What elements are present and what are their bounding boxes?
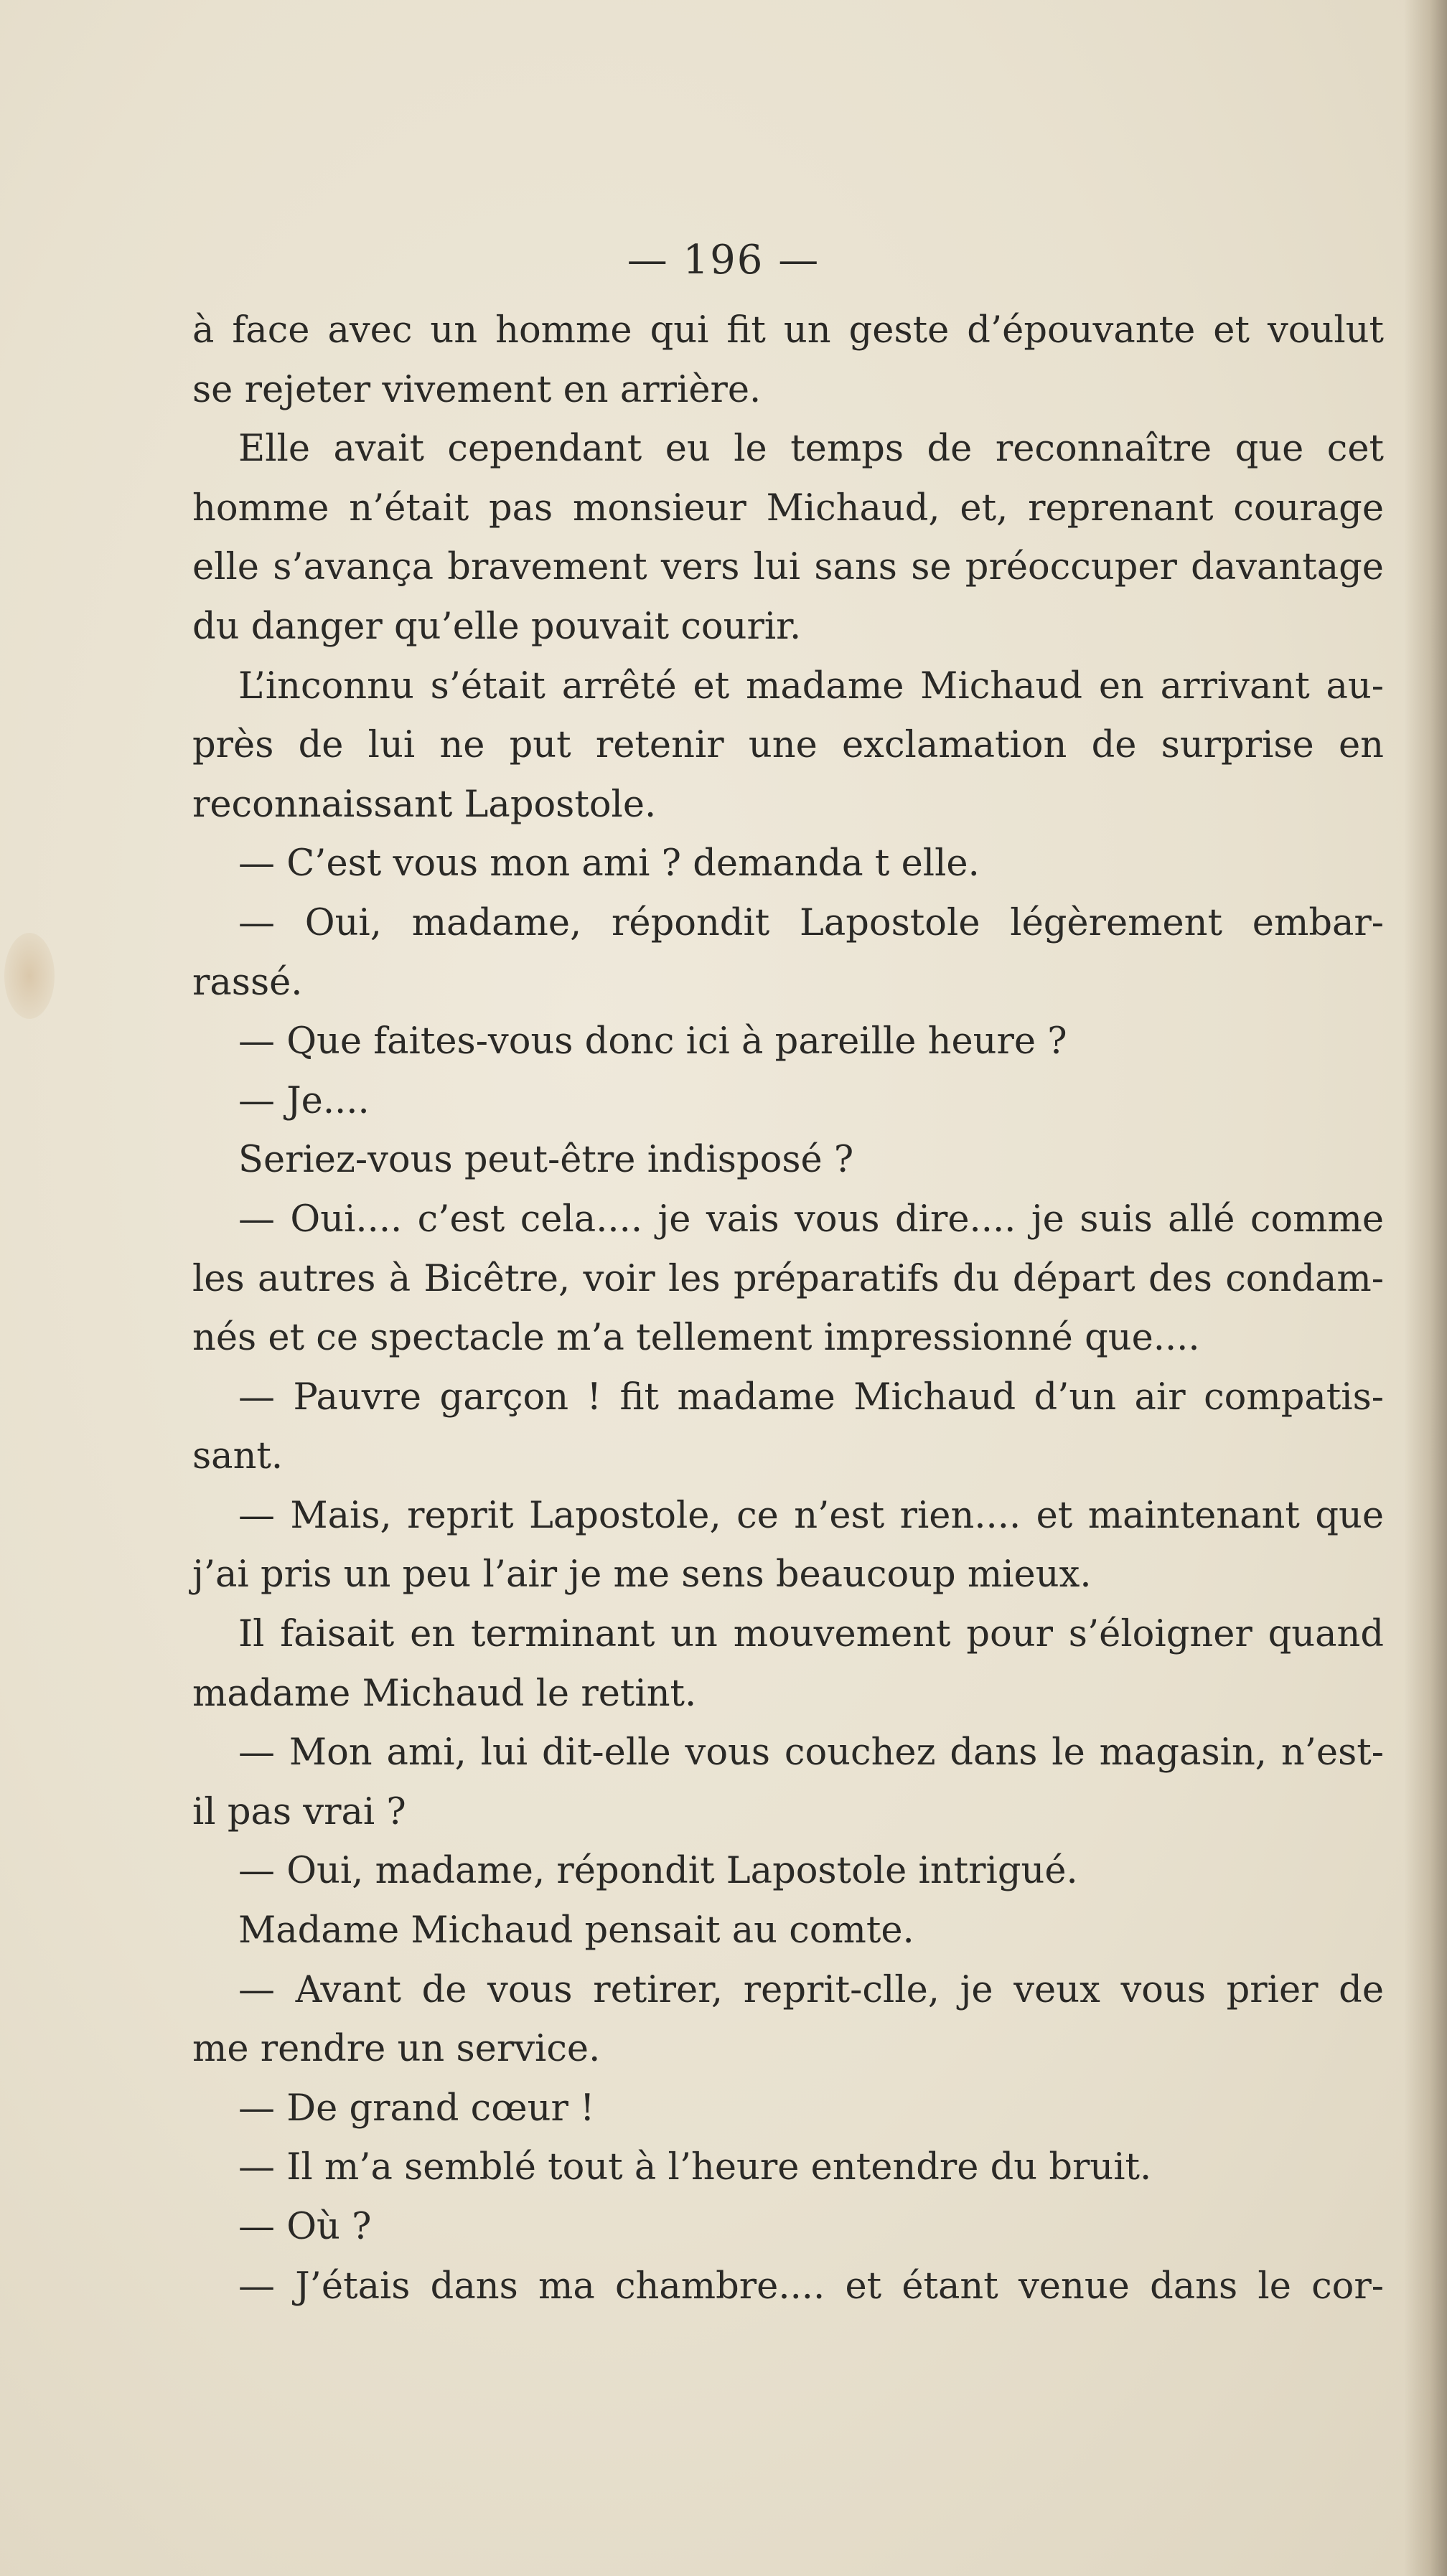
- text-line: — Oui.... c’est cela.... je vais vous dire.... je suis allé comme: [238, 1198, 1384, 1241]
- text-line: près de lui ne put retenir une exclamation de surprise en: [192, 724, 1384, 767]
- page-gutter-shadow: [1404, 0, 1447, 2576]
- text-line: — Oui, madame, répondit Lapostole légèrement embar-: [238, 901, 1384, 944]
- text-line: homme n’était pas monsieur Michaud, et, reprenant courage: [192, 486, 1384, 530]
- text-line: elle s’avança bravement vers lui sans se préoccuper davantage: [192, 546, 1384, 589]
- body-text: [192, 301, 1384, 2316]
- text-line: — C’est vous mon ami ? demanda t elle.: [238, 842, 980, 885]
- text-line: rassé.: [192, 961, 303, 1004]
- text-line: j’ai pris un peu l’air je me sens beaucoup mieux.: [192, 1553, 1092, 1597]
- text-line: reconnaissant Lapostole.: [192, 783, 657, 826]
- text-line: — Avant de vous retirer, reprit-clle, je veux vous prier de: [238, 1968, 1384, 2011]
- text-line: madame Michaud le retint.: [192, 1672, 697, 1715]
- text-line: — De grand cœur !: [238, 2087, 595, 2130]
- text-line: me rendre un service.: [192, 2028, 601, 2071]
- text-line: — Je....: [238, 1079, 370, 1122]
- text-line: Seriez-vous peut-être indisposé ?: [238, 1139, 854, 1182]
- text-line: — Où ?: [238, 2206, 372, 2248]
- text-line: nés et ce spectacle m’a tellement impressionné que....: [192, 1317, 1200, 1360]
- text-line: il pas vrai ?: [192, 1790, 406, 1833]
- text-line: — Mais, reprit Lapostole, ce n’est rien.... et maintenant que: [238, 1494, 1384, 1537]
- text-line: — Il m’a semblé tout à l’heure entendre du bruit.: [238, 2146, 1152, 2189]
- page-number: — 196 —: [627, 237, 820, 283]
- text-line: du danger qu’elle pouvait courir.: [192, 605, 802, 648]
- text-line: — Que faites-vous donc ici à pareille heure ?: [238, 1020, 1067, 1063]
- text-line: les autres à Bicêtre, voir les préparatifs du départ des condam-: [192, 1257, 1384, 1300]
- paper-stain: [4, 933, 55, 1019]
- text-line: Il faisait en terminant un mouvement pour s’éloigner quand: [238, 1613, 1384, 1656]
- text-line: — J’étais dans ma chambre.... et étant venue dans le cor-: [238, 2265, 1384, 2308]
- text-line: L’inconnu s’était arrêté et madame Michaud en arrivant au-: [238, 664, 1384, 708]
- text-line: Elle avait cependant eu le temps de reconnaître que cet: [238, 428, 1384, 471]
- text-line: — Pauvre garçon ! fit madame Michaud d’un air compatis-: [238, 1376, 1384, 1419]
- text-line: se rejeter vivement en arrière.: [192, 368, 762, 411]
- text-line: — Mon ami, lui dit-elle vous couchez dans le magasin, n’est-: [238, 1731, 1384, 1774]
- text-line: à face avec un homme qui fit un geste d’épouvante et voulut: [192, 309, 1384, 352]
- text-line: — Oui, madame, répondit Lapostole intrigué.: [238, 1850, 1078, 1893]
- text-line: Madame Michaud pensait au comte.: [238, 1909, 914, 1952]
- text-line: sant.: [192, 1435, 284, 1478]
